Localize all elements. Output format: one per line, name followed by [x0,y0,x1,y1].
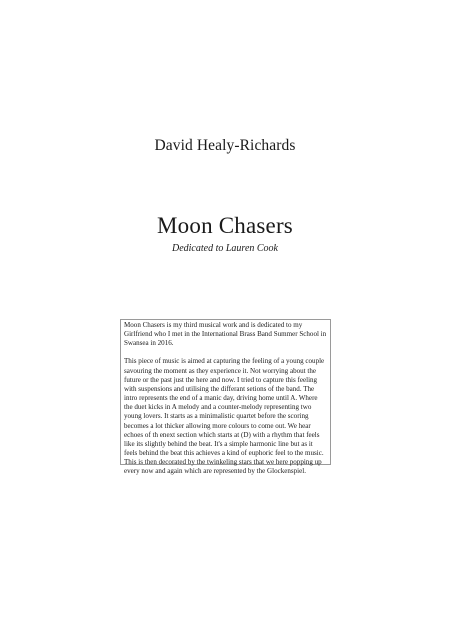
program-notes-paragraph: This piece of music is aimed at capturing the feeling of a young couple savouring the moment as they experience it. Not worrying about the future or the past just the here and now. I tried to capture this feeling with suspensions and utilising the differant setions of the band. The intro represents the end of a manic day, driving home until A. Where the duet kicks in A melody and a counter-melody representing two young lovers. It starts as a minimalistic quartet before the scoring becomes a lot thicker allowing more colours to come out. We hear echoes of th enext section which starts at (D) with a rhythm that feels like its slightly behind the beat. It's a simple harmonic line but as it feels behind the beat this achieves a kind of euphoric feel to the music. This is then decorated by the twinkeling stars that we here popping up every now and again which are represented by the Glockenspiel. [124,357,325,476]
piece-title: Moon Chasers [157,213,293,238]
program-notes-paragraph: Moon Chasers is my third musical work and is dedicated to my Girlfriend who I met in the International Brass Band Summer School in Swansea in 2016. [124,321,327,348]
program-notes-box [120,319,331,476]
dedication-line: Dedicated to Lauren Cook [171,243,278,254]
composer-name: David Healy-Richards [154,137,296,154]
